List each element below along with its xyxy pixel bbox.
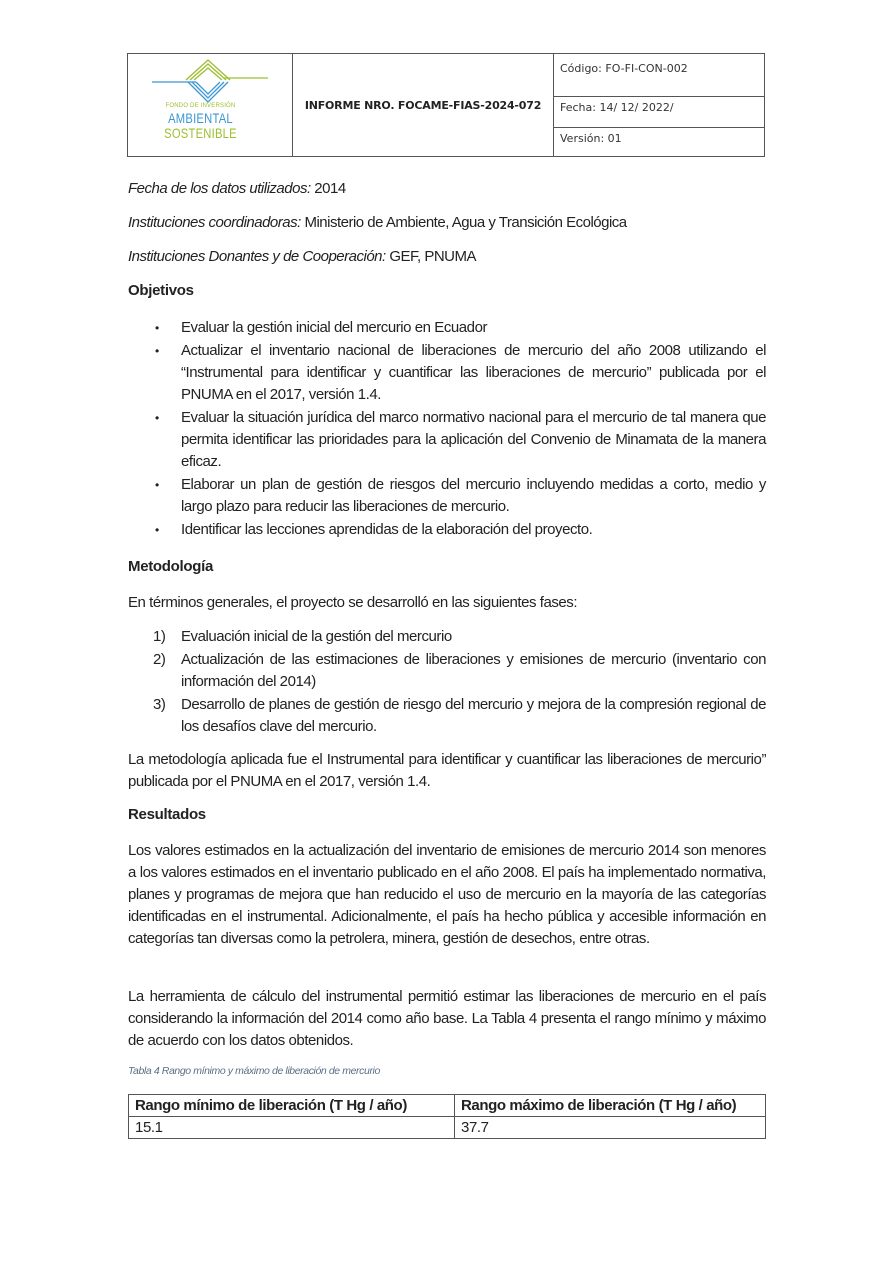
- field-value: GEF, PNUMA: [385, 248, 477, 265]
- step-number: 2): [153, 651, 166, 668]
- table-row: [129, 1117, 766, 1139]
- field-fecha-datos: [128, 180, 346, 197]
- bullet-icon: •: [155, 523, 159, 537]
- document-version: Versión: 01: [560, 132, 622, 145]
- cell-maximo: 37.7: [455, 1117, 766, 1139]
- document-code: Código: FO-FI-CON-002: [554, 54, 764, 97]
- fias-logo-icon: [150, 58, 270, 106]
- field-label: Instituciones coordinadoras:: [128, 214, 301, 231]
- heading-objetivos: Objetivos: [128, 282, 194, 299]
- field-instituciones-coordinadoras: [128, 214, 627, 231]
- bullet-icon: •: [155, 478, 159, 492]
- step-number: 1): [153, 628, 166, 645]
- list-item: • Evaluar la situación jurídica del marco normativo nacional para el mercurio de tal manera que permita identificar las prioridades para la aplicación del Convenio de Minamata de la manera eficaz.: [155, 409, 766, 470]
- table-caption: Tabla 4 Rango mínimo y máximo de liberación de mercurio: [128, 1065, 380, 1077]
- column-header-maximo: Rango máximo de liberación (T Hg / año): [455, 1095, 766, 1117]
- table-header-row: [129, 1095, 766, 1117]
- bullet-icon: •: [155, 321, 159, 335]
- mercury-release-table: [128, 1094, 766, 1139]
- resultados-paragraph-1: Los valores estimados en la actualización del inventario de emisiones de mercurio 2014 son menores a los valores estimados en el inventario publicado en el año 2008. El país ha implementado normativa, planes y programas de mejora que han reducido el uso de mercurio en la mayoría de las categorías identificadas en el instrumental. Adicionalmente, el país ha hecho pública y accesible información en categorías tan diversas como la petrolera, minera, gestión de desechos, entre otras.: [128, 842, 766, 947]
- metodologia-intro: En términos generales, el proyecto se desarrolló en las siguientes fases:: [128, 594, 578, 611]
- column-header-minimo: Rango mínimo de liberación (T Hg / año): [129, 1095, 455, 1117]
- list-item: • Identificar las lecciones aprendidas de la elaboración del proyecto.: [128, 519, 766, 541]
- list-item: • Elaborar un plan de gestión de riesgos del mercurio incluyendo medidas a corto, medio y largo plazo para reducir las liberaciones de mercurio.: [155, 476, 766, 515]
- objetivos-list: [128, 317, 766, 542]
- step-number: 3): [153, 696, 166, 713]
- header-meta: [554, 54, 764, 156]
- field-label: Fecha de los datos utilizados:: [128, 180, 311, 197]
- field-value: Ministerio de Ambiente, Agua y Transición Ecológica: [300, 214, 627, 231]
- logo-cell: [128, 54, 293, 156]
- field-label: Instituciones Donantes y de Cooperación:: [128, 248, 386, 265]
- list-item: 1) Evaluación inicial de la gestión del mercurio: [128, 626, 766, 648]
- metodologia-closing: La metodología aplicada fue el Instrumental para identificar y cuantificar las liberaciones de mercurio” publicada por el PNUMA en el 2017, versión 1.4.: [128, 751, 766, 790]
- resultados-paragraph-2: La herramienta de cálculo del instrumental permitió estimar las liberaciones de mercurio en el país considerando la información del 2014 como año base. La Tabla 4 presenta el rango mínimo y máximo de acuerdo con los datos obtenidos.: [128, 988, 766, 1049]
- heading-metodologia: Metodología: [128, 558, 214, 575]
- report-title: INFORME NRO. FOCAME-FIAS-2024-072: [293, 54, 554, 156]
- document-header-table: [127, 53, 765, 157]
- field-value: 2014: [310, 180, 346, 197]
- list-item: • Evaluar la gestión inicial del mercurio en Ecuador: [128, 317, 766, 339]
- cell-minimo: 15.1: [129, 1117, 455, 1139]
- document-date: Fecha: 14/ 12/ 2022/: [554, 97, 764, 128]
- logo-text-ambiental: AMBIENTAL: [168, 110, 233, 126]
- list-item: • Actualizar el inventario nacional de liberaciones de mercurio del año 2008 utilizando el “Instrumental para identificar y cuantificar las liberaciones de mercurio” publicada por el PNUMA en el 2017, versión 1.4.: [155, 342, 766, 403]
- heading-resultados: Resultados: [128, 806, 206, 823]
- logo-text-fondo: FONDO DE INVERSIÓN: [165, 103, 236, 109]
- bullet-icon: •: [155, 344, 159, 358]
- logo-text-sostenible: SOSTENIBLE: [164, 125, 237, 141]
- list-item: 3) Desarrollo de planes de gestión de riesgo del mercurio y mejora de la compresión regional de los desafíos clave del mercurio.: [153, 696, 766, 735]
- field-instituciones-donantes: [128, 248, 476, 265]
- bullet-icon: •: [155, 411, 159, 425]
- list-item: 2) Actualización de las estimaciones de liberaciones y emisiones de mercurio (inventario con información del 2014): [153, 651, 766, 690]
- metodologia-steps: [128, 626, 766, 739]
